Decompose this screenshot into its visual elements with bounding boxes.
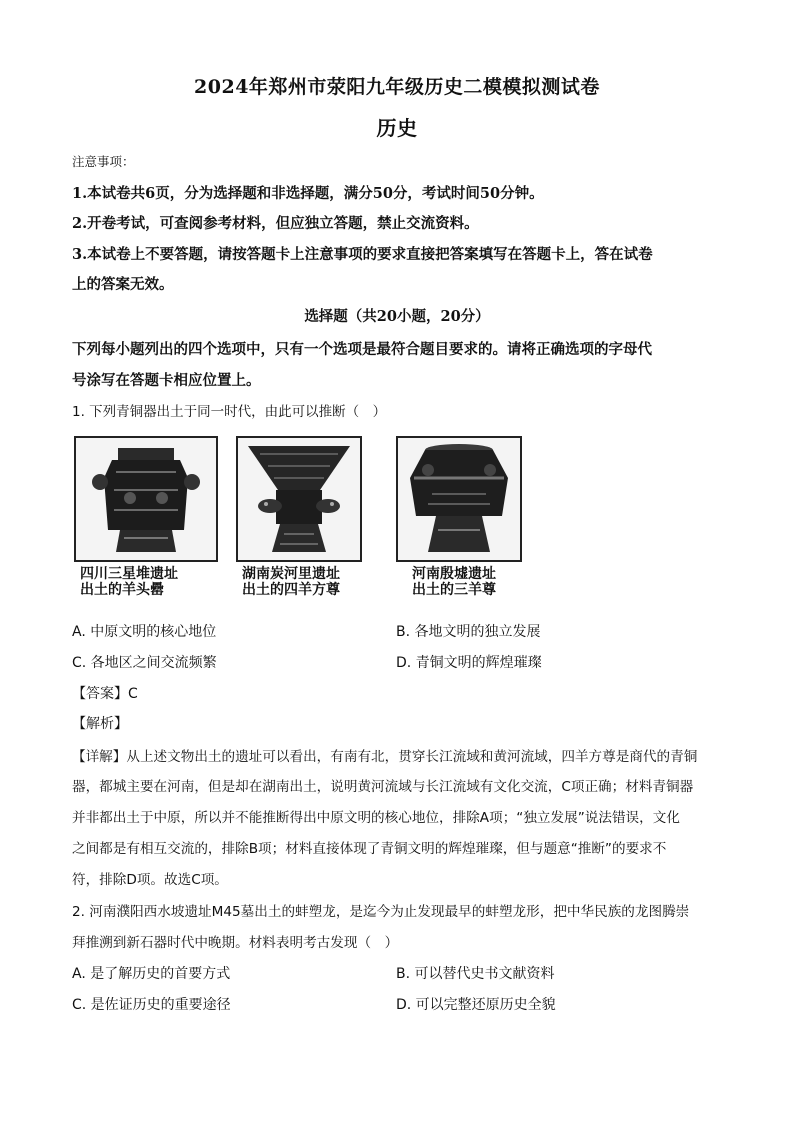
q1-option-a: A. 中原文明的核心地位	[72, 624, 217, 640]
notice-item-1: 1.本试卷共6页，分为选择题和非选择题，满分50分，考试时间50分钟。	[72, 185, 544, 202]
q1-option-d: D. 青铜文明的辉煌璀璨	[396, 655, 542, 671]
bronze-zun-vessel-icon	[238, 438, 360, 560]
q1-answer	[72, 683, 722, 703]
caption-line: 四川三星堆遗址	[80, 566, 178, 582]
section-title: 选择题（共20小题，20分）	[304, 308, 490, 325]
notice-item-3: 3.本试卷上不要答题，请按答题卡上注意事项的要求直接把答案填写在答题卡上，答在试卷	[72, 246, 653, 263]
q1-option-b: B. 各地文明的独立发展	[396, 624, 541, 640]
q1-option-c: C. 各地区之间交流频繁	[72, 655, 217, 671]
caption-line: 出土的三羊尊	[412, 582, 496, 598]
caption-line: 出土的羊头罍	[80, 582, 164, 598]
q1-image-3-caption	[412, 566, 496, 598]
q1-stem: 1. 下列青铜器出土于同一时代，由此可以推断（ ）	[72, 404, 387, 420]
notice-heading: 注意事项：	[72, 154, 135, 169]
answer-value: C	[128, 686, 138, 702]
answer-label: 【答案】	[72, 686, 128, 702]
q2-stem-line-2: 拜推溯到新石器时代中晚期。材料表明考古发现（ ）	[72, 935, 399, 951]
section-instruction-2: 号涂写在答题卡相应位置上。	[72, 372, 261, 389]
q1-image-2-caption	[242, 566, 340, 598]
q1-detail-line-4: 之间都是有相互交流的，排除B项；材料直接体现了青铜文明的辉煌璀璨，但与题意“推断”的要求不	[72, 841, 667, 857]
q1-analysis-label: 【解析】	[72, 716, 128, 732]
section-instruction-1: 下列每小题列出的四个选项中，只有一个选项是最符合题目要求的。请将正确选项的字母代	[72, 341, 652, 358]
q1-image-1-caption	[80, 566, 178, 598]
notice-item-3-cont: 上的答案无效。	[72, 276, 174, 293]
q1-detail-line-1: 【详解】从上述文物出土的遗址可以看出，有南有北，贯穿长江流域和黄河流域，四羊方尊是商代的青铜	[72, 749, 698, 765]
q2-option-a: A. 是了解历史的首要方式	[72, 966, 231, 982]
exam-title: 2024年郑州市荥阳九年级历史二模模拟测试卷	[194, 76, 600, 98]
caption-line: 河南殷墟遗址	[412, 566, 496, 582]
q2-stem-line-1: 2. 河南濮阳西水坡遗址M45墓出土的蚌塑龙，是迄今为止发现最早的蚌塑龙形，把中华民族的龙图腾崇	[72, 904, 690, 920]
bronze-lei-vessel-icon	[76, 438, 216, 560]
q2-option-d: D. 可以完整还原历史全貌	[396, 997, 556, 1013]
notice-item-2: 2.开卷考试，可查阅参考材料，但应独立答题，禁止交流资料。	[72, 215, 479, 232]
q2-option-c: C. 是佐证历史的重要途径	[72, 997, 231, 1013]
q1-image-1	[74, 436, 218, 562]
q1-detail-line-3: 并非都出土于中原，所以并不能推断得出中原文明的核心地位，排除A项；“独立发展”说法错误，文化	[72, 810, 680, 826]
subject-title: 历史	[376, 116, 418, 140]
q1-detail-line-5: 符，排除D项。故选C项。	[72, 872, 228, 888]
q2-option-b: B. 可以替代史书文献资料	[396, 966, 555, 982]
q1-image-3	[396, 436, 522, 562]
q1-image-2	[236, 436, 362, 562]
caption-line: 湖南炭河里遗址	[242, 566, 340, 582]
q1-detail-line-2: 器，都城主要在河南，但是却在湖南出土，说明黄河流域与长江流域有文化交流，C项正确；材料青铜器	[72, 779, 694, 795]
bronze-round-zun-vessel-icon	[398, 438, 520, 560]
caption-line: 出土的四羊方尊	[242, 582, 340, 598]
